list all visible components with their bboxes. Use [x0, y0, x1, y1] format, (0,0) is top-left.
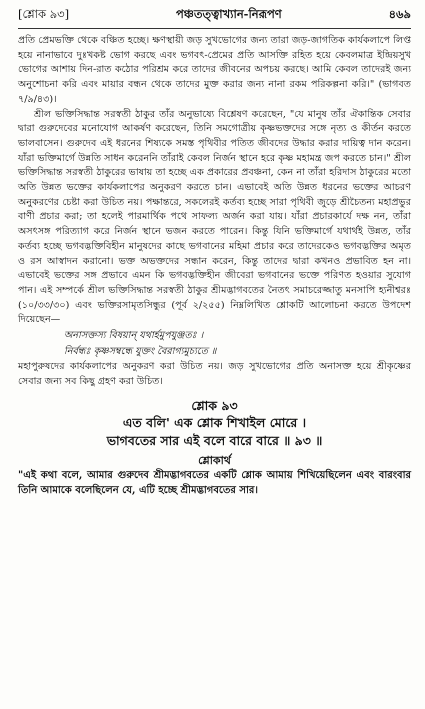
purport-paragraph-2: শ্রীল ভক্তিসিদ্ধান্ত সরস্বতী ঠাকুর তাঁর অনুভাষ্যে বিশ্লেষণ করেছেন, "যে মানুষ তাঁর ঐকান্তিক সেবার দ্বারা গুরুদেবের মনোযোগ আকর্ষণ করেছেন, তিনি সমগোত্রীয় কৃষ্ণভক্তদের সঙ্গে নৃত্য ও কীর্তন করতে ভালবাসেন। গুরুদেব এই ধরনের শিষ্যকে সমস্ত পৃথিবীর পতিত জীবদের উদ্ধার করার দায়িত্ব দান করেন। যাঁরা ভক্তিমার্গে উন্নতি সাধন করেননি তাঁরাই কেবল নির্জন স্থানে হরে কৃষ্ণ মহামন্ত্র জপ করতে চান।" শ্রীল ভক্তিসিদ্ধান্ত সরস্বতী ঠাকুরের ভাষায় তা হচ্ছে এক প্রকারের প্রবঞ্চনা, কেন না তাঁরা হরিদাস ঠাকুরের মতো অতি উন্নত ভক্তের কার্যকলাপের অনুকরণ করতে চান। এভাবেই অতি উন্নত ধরনের ভক্তের আচরণ অনুকরণের চেষ্টা করা উচিত নয়। পক্ষান্তরে, সকলেরই কর্তব্য হচ্ছে সারা পৃথিবী জুড়ে শ্রীচৈতন্য মহাপ্রভুর বাণী প্রচার করা; তা হলেই পারমার্থিক পথে সাফল্য অর্জন করা যায়। যাঁরা প্রচারকার্যে দক্ষ নন, তাঁরা অসৎসঙ্গ পরিত্যাগ করে নির্জন স্থানে ভজন করতে পারেন। কিন্তু যিনি ভক্তিমার্গে যথার্থই উন্নত, তাঁর কর্তব্য হচ্ছে ভগবদ্ভক্তিবিহীন মানুষদের কাছে ভগবানের মহিমা প্রচার করে তাদেরকেও ভগবদ্ভক্তির অমৃত ও রস আস্বাদন করানো। ভক্ত অভক্তদের সন্ধান করেন, কিন্তু তাদের দ্বারা কখনও প্রভাবিত হন না। এভাবেই ভক্তের সঙ্গ প্রভাবে এমন কি ভগবদ্ভক্তিহীন জীবেরা ভগবানের ভক্তে পরিণত হওয়ার সুযোগ পান। এই সম্পর্কে শ্রীল ভক্তিসিদ্ধান্ত সরস্বতী ঠাকুর শ্রীমদ্ভাগবতের নৈতৎ সমাচরেজ্জাতু মনসাপি হ্যনীশ্বরঃ (১০/৩৩/৩০) এবং ভক্তিরসামৃতসিন্ধুর (পূর্ব ২/২৫৫) নিম্নলিখিত শ্লোকটি আলোচনা করতে উপদেশ দিয়েছেন—: [18, 108, 411, 326]
sanskrit-quote-line-2: নির্বন্ধঃ কৃষ্ণসম্বন্ধে যুক্তং বৈরাগ্যমুচ্যতে ॥: [64, 345, 217, 357]
translation-heading: শ্লোকার্থ: [198, 453, 231, 467]
verse-line-1: এত বলি' এক শ্লোক শিখাইল মোরে ।: [122, 414, 307, 430]
page-number: ৪৬৯: [388, 7, 411, 21]
header-verse-ref: [শ্লোক ৯৩]: [18, 7, 70, 21]
page-header: [18, 6, 411, 29]
purport-paragraph-3: মহাপুরুষদের কার্যকলাপের অনুকরণ করা উচিত নয়। জড় সুখভোগের প্রতি অনাসক্ত হয়ে শ্রীকৃষ্ণের সেবার জন্য সব কিছু গ্রহণ করা উচিত।: [18, 361, 411, 388]
purport-paragraph-1: প্রতি প্রেমভক্তি থেকে বঞ্চিত হচ্ছে। ক্ষণস্থায়ী জড় সুখভোগের জন্য তারা জড়-জাগতিক কার্যকলাপে লিপ্ত হয়ে নানাভাবে দুঃখকষ্ট ভোগ করছে এবং ভগবৎ-প্রেমের প্রতি আসক্তি রহিত হয়ে কেবলমাত্র ইন্দ্রিয়সুখ ভোগের আশায় দিন-রাত কঠোর পরিশ্রম করে তাদের জীবনের অপচয় করছে। আমি কেবল তাদেরই জন্য অনুশোচনা করি এবং মায়ার বন্ধন থেকে তাদের মুক্ত করার জন্য নানা রকম পরিকল্পনা করি।" (ভাগবত ৭/৯/৪৩)।: [18, 35, 411, 105]
sanskrit-quote-line-1: অনাসক্তস্য বিষয়ান্ যথার্হমুপযুঞ্জতঃ ।: [64, 330, 204, 342]
purport-section: [18, 34, 411, 390]
translation-text: "এই কথা বলে, আমার গুরুদেব শ্রীমদ্ভাগবতের একটি শ্লোক আমায় শিখিয়েছিলেন এবং বারংবার তিনি আমাকে বলেছিলেন যে, এটি হচ্ছে শ্রীমদ্ভাগবতের সার।: [18, 469, 411, 496]
verse-line-2: ভাগবতের সার এই বলে বারে বারে ॥ ৯৩ ॥: [106, 432, 323, 448]
chapter-title: পঞ্চতত্ত্বাখ্যান-নিরূপণ: [175, 7, 282, 21]
verse-heading: শ্লোক ৯৩: [191, 397, 238, 413]
